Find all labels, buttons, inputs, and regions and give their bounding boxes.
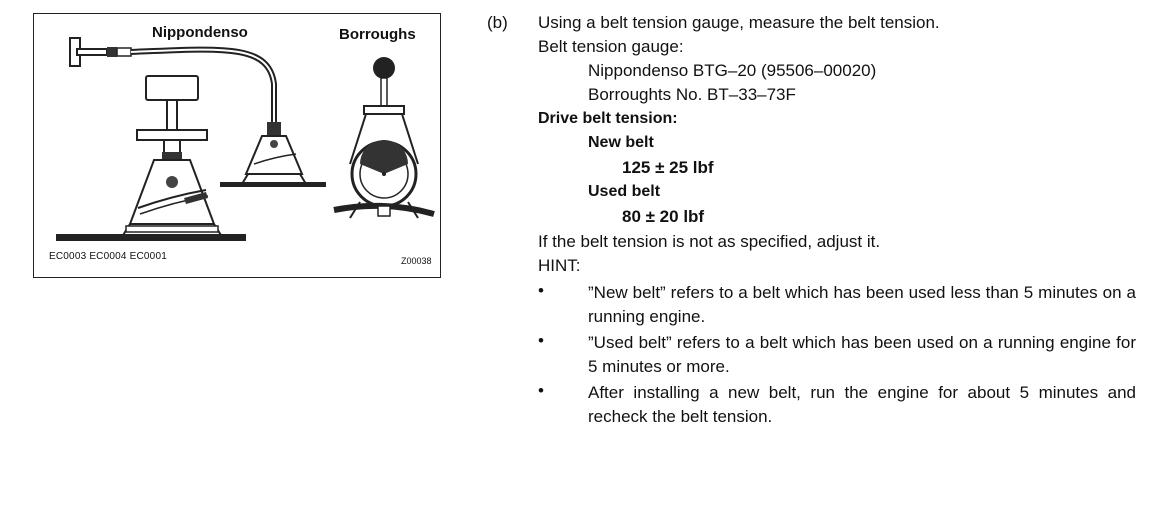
borroughs-label: Borroughs <box>339 26 416 43</box>
used-belt-value: 80 ± 20 lbf <box>622 207 705 226</box>
new-belt-label: New belt <box>588 134 654 151</box>
hint-label: HINT: <box>538 256 581 275</box>
hint-bullet: • <box>538 281 544 300</box>
step-instruction: Using a belt tension gauge, measure the belt tension. <box>538 13 940 32</box>
adjust-note: If the belt tension is not as specified, adjust it. <box>538 232 881 251</box>
figure-codes: EC0003 EC0004 EC0001 <box>49 251 167 262</box>
gauge-heading: Belt tension gauge: <box>538 37 684 56</box>
figure-id: Z00038 <box>401 256 432 266</box>
tension-gauge-figure <box>33 13 441 278</box>
gauge-borroughs: Borroughts No. BT–33–73F <box>588 85 796 104</box>
gauge-nippondenso: Nippondenso BTG–20 (95506–00020) <box>588 61 877 80</box>
hint-item: ”New belt” refers to a belt which has been used less than 5 minutes on a running engine. <box>588 283 1136 326</box>
new-belt-value: 125 ± 25 lbf <box>622 158 714 177</box>
hint-bullet: • <box>538 381 544 400</box>
step-marker: (b) <box>487 13 508 32</box>
gauge-illustration <box>34 14 439 276</box>
nippondenso-label: Nippondenso <box>152 24 248 41</box>
tension-heading: Drive belt tension: <box>538 110 678 127</box>
hint-bullet: • <box>538 331 544 350</box>
hint-item: After installing a new belt, run the engine for about 5 minutes and recheck the belt tension. <box>588 383 1136 426</box>
used-belt-label: Used belt <box>588 183 661 200</box>
hint-item: ”Used belt” refers to a belt which has been used on a running engine for 5 minutes or more. <box>588 333 1136 376</box>
